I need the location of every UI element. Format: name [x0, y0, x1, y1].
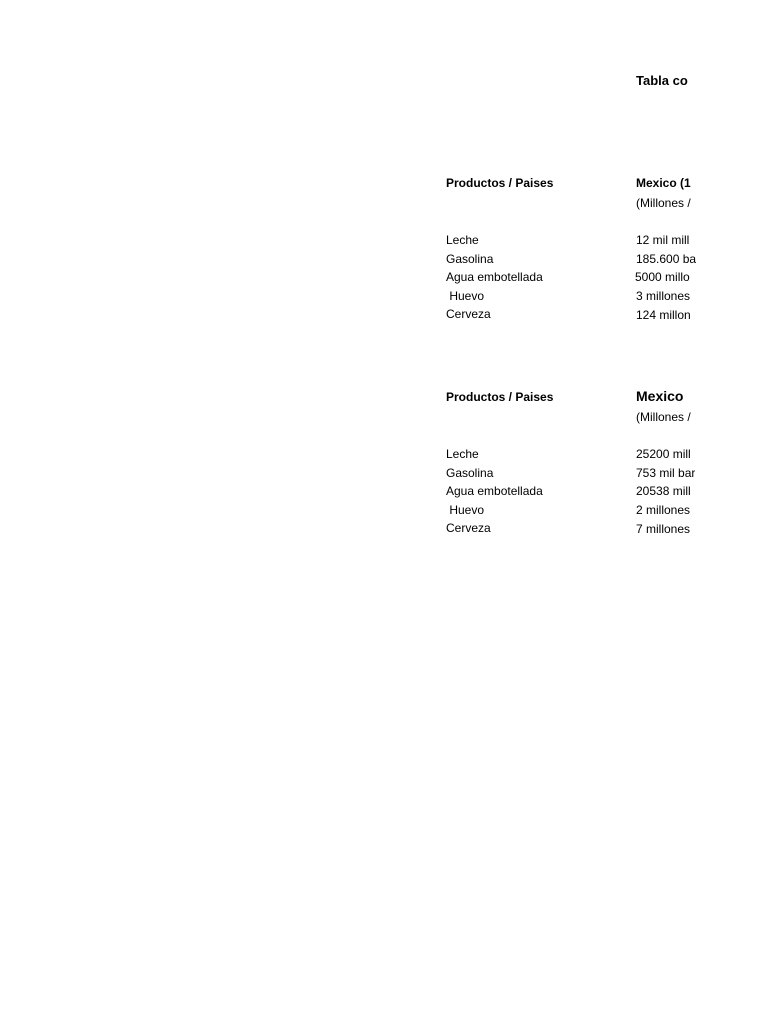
table-row-product: Cerveza	[446, 521, 491, 535]
table-1-subheader-units: (Millones /	[636, 196, 691, 210]
table-row-product: Gasolina	[446, 466, 494, 480]
table-row-value: 25200 mill	[636, 447, 691, 461]
table-row-value: 124 millon	[636, 308, 691, 322]
table-row-value: 12 mil mill	[636, 233, 690, 247]
table-row-product: Agua embotellada	[446, 270, 543, 284]
table-row-value: 185.600 ba	[636, 252, 697, 266]
table-row-product: Cerveza	[446, 307, 491, 321]
table-row-product: Huevo	[446, 503, 485, 517]
table-2-header-products: Productos / Paises	[446, 390, 554, 404]
document-title: Tabla co	[636, 73, 688, 88]
table-row-value: 753 mil bar	[636, 466, 696, 480]
table-row-value: 20538 mill	[636, 484, 691, 498]
table-row-product: Agua embotellada	[446, 484, 543, 498]
table-row-product: Huevo	[446, 289, 485, 303]
table-2-header-country: Mexico	[636, 389, 684, 404]
table-row-value: 5000 millo	[635, 270, 690, 284]
table-row-product: Leche	[446, 233, 479, 247]
table-row-product: Gasolina	[446, 252, 494, 266]
table-1-header-country: Mexico (1	[636, 176, 691, 190]
table-row-value: 7 millones	[636, 522, 691, 536]
table-1-header-products: Productos / Paises	[446, 176, 554, 190]
table-row-value: 2 millones	[636, 503, 691, 517]
table-row-value: 3 millones	[636, 289, 691, 303]
table-row-product: Leche	[446, 447, 479, 461]
table-2-subheader-units: (Millones /	[636, 410, 691, 424]
